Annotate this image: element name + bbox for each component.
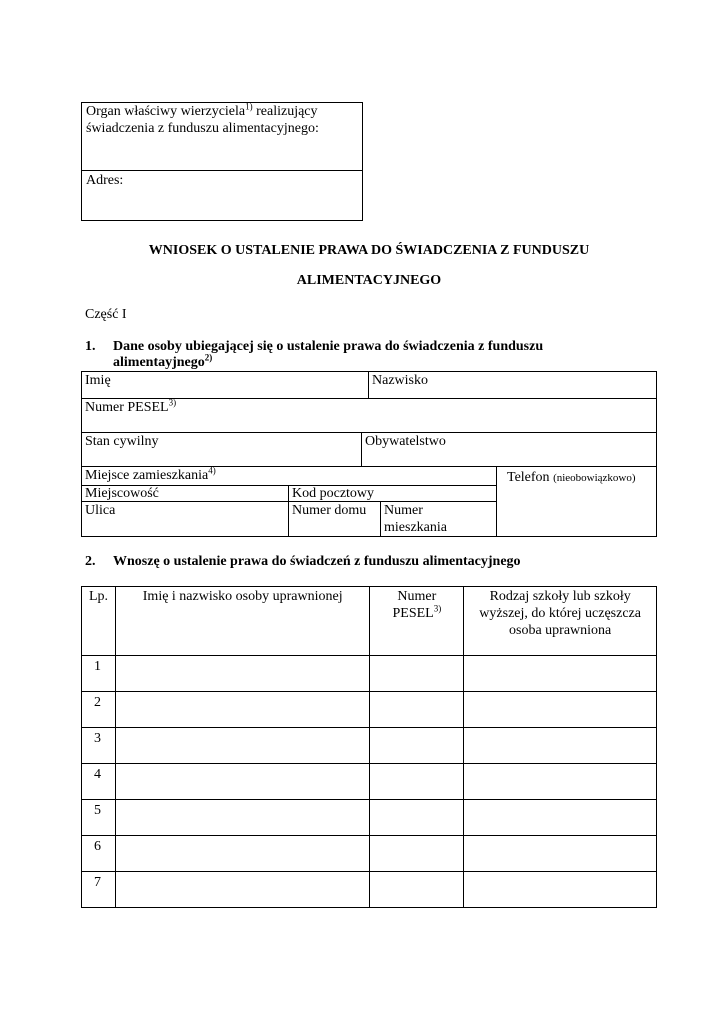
address-label: Adres: [86,173,124,188]
surname-field[interactable] [368,371,657,399]
table-row [82,692,657,728]
name-cell[interactable] [115,800,369,836]
row-number: 6 [82,836,116,872]
school-cell[interactable] [464,764,657,800]
col-header-pesel: Numer PESEL$^{3)}$ [370,587,464,656]
marital-status-label: Stan cywilny [85,434,159,449]
residence-header [81,466,497,486]
part-label: Część I [85,307,127,322]
citizenship-field[interactable] [361,432,657,467]
col-header-lp: Lp. [82,587,116,656]
surname-label: Nazwisko [372,373,428,388]
postal-code-label: Kod pocztowy [292,486,375,501]
table-row [82,872,657,908]
table-row [82,764,657,800]
form-title: WNIOSEK O USTALENIE PRAWA DO ŚWIADCZENIA Z FUNDUSZU ALIMENTACYJNEGO [148,243,590,288]
pesel-cell[interactable] [370,800,464,836]
pesel-cell[interactable] [370,872,464,908]
pesel-label: Numer PESEL$^{3)}$ [85,397,177,415]
marital-status-field[interactable] [81,432,362,467]
phone-label: Telefon [507,470,550,485]
name-cell[interactable] [115,656,369,692]
row-number: 3 [82,728,116,764]
name-cell[interactable] [115,764,369,800]
house-number-label: Numer domu [292,503,367,518]
table-row [82,836,657,872]
pesel-cell[interactable] [370,656,464,692]
house-number-field[interactable] [288,501,381,537]
row-number: 1 [82,656,116,692]
table-row [82,800,657,836]
residence-label: Miejsce zamieszkania$^{4)}$ [85,465,216,483]
pesel-cell[interactable] [370,836,464,872]
school-cell[interactable] [464,692,657,728]
locality-label: Miejscowość [85,486,159,501]
creditor-authority-field[interactable] [82,103,362,171]
apartment-number-field[interactable] [380,501,497,537]
name-cell[interactable] [115,836,369,872]
name-cell[interactable] [115,728,369,764]
pesel-cell[interactable] [370,692,464,728]
creditor-authority-label: Organ właściwy wierzyciela$^{1)}$ realizujący świadczenia z funduszu alimentacyjnego: [86,101,319,136]
row-number: 7 [82,872,116,908]
section1-heading: 1. Dane osoby ubiegającej się o ustalenie prawa do świadczenia z funduszu alimentayjnego$^{2)}$ [85,339,544,370]
col-header-school: Rodzaj szkoły lub szkoły wyższej, do której uczęszcza osoba uprawniona [464,587,657,656]
citizenship-label: Obywatelstwo [365,434,446,449]
creditor-authority-box [81,102,363,221]
phone-field[interactable] [496,466,657,537]
col-header-name: Imię i nazwisko osoby uprawnionej [115,587,369,656]
name-cell[interactable] [115,692,369,728]
row-number: 2 [82,692,116,728]
school-cell[interactable] [464,872,657,908]
postal-code-field[interactable] [288,485,497,502]
school-cell[interactable] [464,800,657,836]
pesel-cell[interactable] [370,764,464,800]
row-number: 5 [82,800,116,836]
phone-optional-note: (nieobowiązkowo) [553,472,636,484]
table-row [82,728,657,764]
street-field[interactable] [81,501,289,537]
first-name-field[interactable] [81,371,369,399]
locality-field[interactable] [81,485,289,502]
section2-heading: 2. Wnoszę o ustalenie prawa do świadczeń z funduszu alimentacyjnego [85,554,521,569]
school-cell[interactable] [464,728,657,764]
first-name-label: Imię [85,373,111,388]
street-label: Ulica [85,503,116,518]
school-cell[interactable] [464,836,657,872]
apartment-number-label: Numer mieszkania [384,503,447,535]
school-cell[interactable] [464,656,657,692]
pesel-cell[interactable] [370,728,464,764]
table-header-row [82,587,657,656]
table-row [82,656,657,692]
row-number: 4 [82,764,116,800]
pesel-field[interactable] [81,398,657,433]
beneficiaries-table [81,586,657,908]
name-cell[interactable] [115,872,369,908]
